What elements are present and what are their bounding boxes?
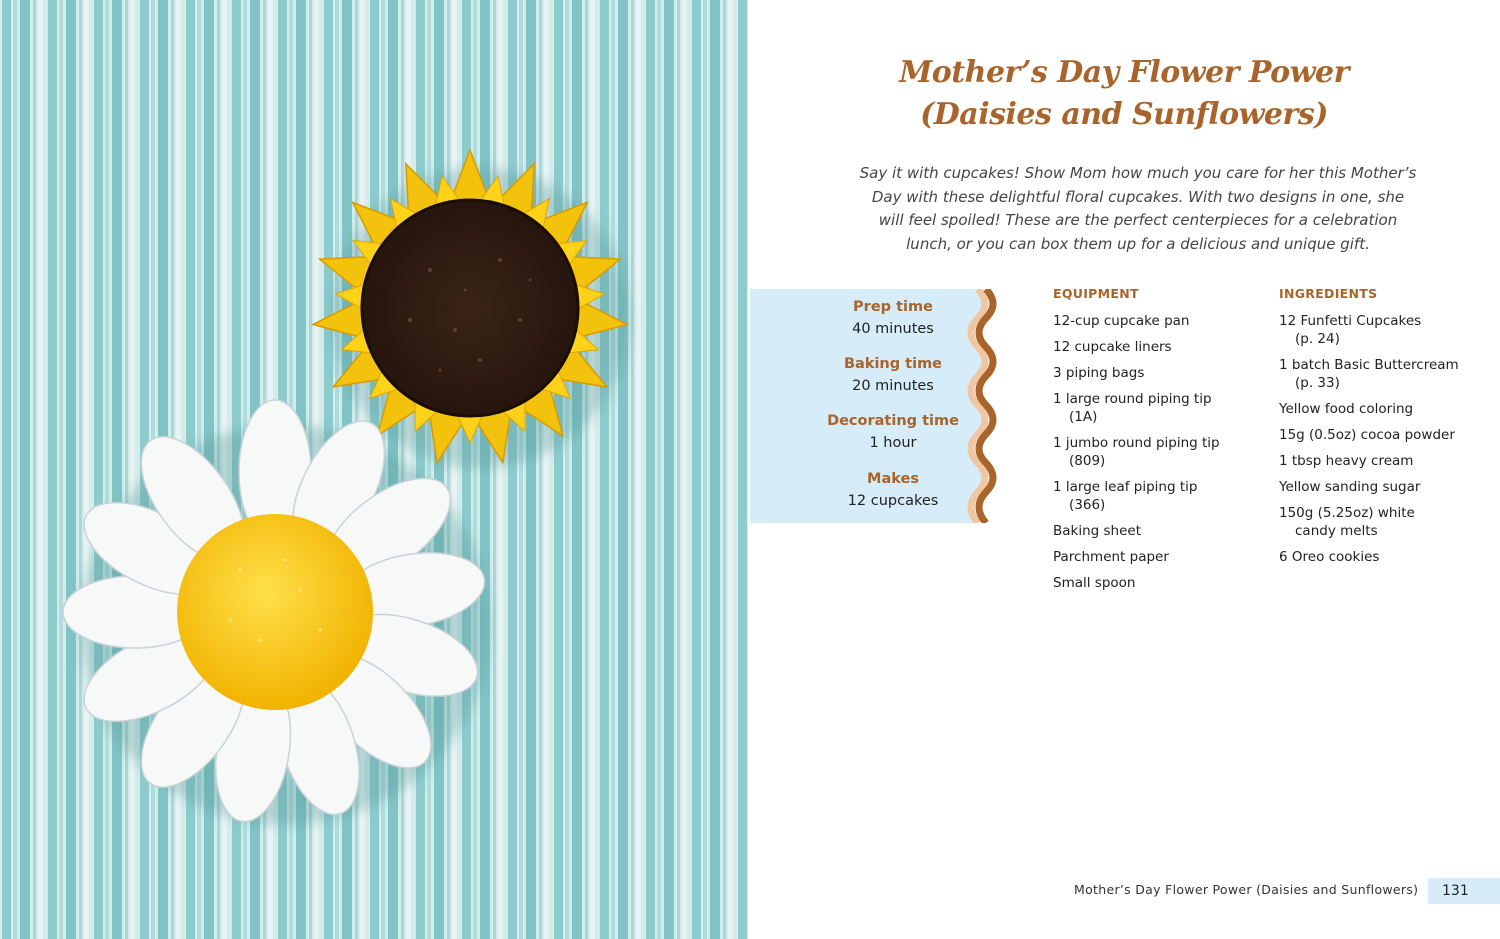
- list-item-text: 3 piping bags: [1053, 365, 1145, 381]
- list-item-text: Parchment paper: [1053, 549, 1169, 565]
- info-label: Decorating time: [827, 413, 959, 429]
- list-item-continuation: (1A): [1069, 409, 1098, 425]
- recipe-page: [748, 0, 1500, 939]
- intro-line: will feel spoiled! These are the perfect centerpieces for a celebration: [878, 211, 1398, 229]
- list-item-text: Yellow food coloring: [1279, 401, 1414, 417]
- cupcake-photo: [0, 0, 748, 939]
- ingredients-heading: INGREDIENTS: [1279, 286, 1378, 301]
- info-makes: [748, 471, 1038, 509]
- list-item: [1053, 338, 1220, 356]
- list-item: [1053, 548, 1220, 566]
- list-item-text: 12 Funfetti Cupcakes: [1279, 313, 1422, 329]
- info-value: 20 minutes: [852, 378, 934, 394]
- recipe-title-line2: (Daisies and Sunflowers): [920, 97, 1328, 132]
- list-item-continuation: (p. 33): [1295, 375, 1340, 391]
- list-item: [1053, 574, 1220, 592]
- list-item-text: 1 large round piping tip: [1053, 391, 1212, 407]
- list-item: [1053, 364, 1220, 382]
- page-number: 131: [1428, 878, 1500, 904]
- ingredients-list: [1279, 312, 1459, 574]
- list-item: [1279, 400, 1459, 418]
- list-item: [1279, 504, 1459, 540]
- list-item: [1053, 478, 1220, 514]
- list-item-text: 1 large leaf piping tip: [1053, 479, 1198, 495]
- list-item: [1053, 390, 1220, 426]
- recipe-intro: [838, 162, 1438, 256]
- list-item: [1279, 356, 1459, 392]
- info-value: 12 cupcakes: [847, 493, 939, 509]
- list-item-continuation: (p. 24): [1295, 331, 1340, 347]
- list-item-text: 12 cupcake liners: [1053, 339, 1172, 355]
- list-item: [1053, 434, 1220, 470]
- info-label: Makes: [867, 471, 919, 487]
- intro-line: Say it with cupcakes! Show Mom how much you care for her this Mother’s: [859, 164, 1417, 182]
- info-baking-time: [748, 356, 1038, 394]
- running-footer-title: Mother’s Day Flower Power (Daisies and Sunflowers): [1074, 882, 1419, 897]
- list-item-continuation: (366): [1069, 497, 1106, 513]
- list-item: [1279, 548, 1459, 566]
- list-item-text: 12-cup cupcake pan: [1053, 313, 1190, 329]
- list-item-text: Yellow sanding sugar: [1279, 479, 1421, 495]
- info-value: 40 minutes: [852, 321, 934, 337]
- list-item: [1279, 312, 1459, 348]
- list-item-text: 6 Oreo cookies: [1279, 549, 1380, 565]
- equipment-heading: EQUIPMENT: [1053, 286, 1139, 301]
- info-label: Prep time: [853, 299, 933, 315]
- list-item-text: 1 tbsp heavy cream: [1279, 453, 1414, 469]
- info-prep-time: [748, 299, 1038, 337]
- intro-line: lunch, or you can box them up for a delicious and unique gift.: [906, 234, 1370, 253]
- info-value: 1 hour: [869, 435, 917, 451]
- info-decorating-time: [748, 413, 1038, 451]
- intro-line: Day with these delightful floral cupcakes. With two designs in one, she: [871, 187, 1405, 206]
- list-item: [1279, 478, 1459, 496]
- recipe-title: [748, 52, 1500, 136]
- list-item-text: Small spoon: [1053, 575, 1136, 591]
- list-item-text: 15g (0.5oz) cocoa powder: [1279, 427, 1455, 443]
- list-item-text: 1 jumbo round piping tip: [1053, 435, 1220, 451]
- list-item-text: 150g (5.25oz) white: [1279, 505, 1415, 521]
- list-item: [1053, 312, 1220, 330]
- list-item: [1279, 452, 1459, 470]
- list-item: [1279, 426, 1459, 444]
- info-label: Baking time: [843, 356, 943, 372]
- list-item-text: 1 batch Basic Buttercream: [1279, 357, 1459, 373]
- equipment-list: [1053, 312, 1220, 600]
- list-item-continuation: (809): [1069, 453, 1106, 469]
- list-item-text: Baking sheet: [1053, 523, 1142, 539]
- list-item-continuation: candy melts: [1295, 523, 1378, 539]
- recipe-title-line1: Mother’s Day Flower Power: [899, 55, 1349, 90]
- list-item: [1053, 522, 1220, 540]
